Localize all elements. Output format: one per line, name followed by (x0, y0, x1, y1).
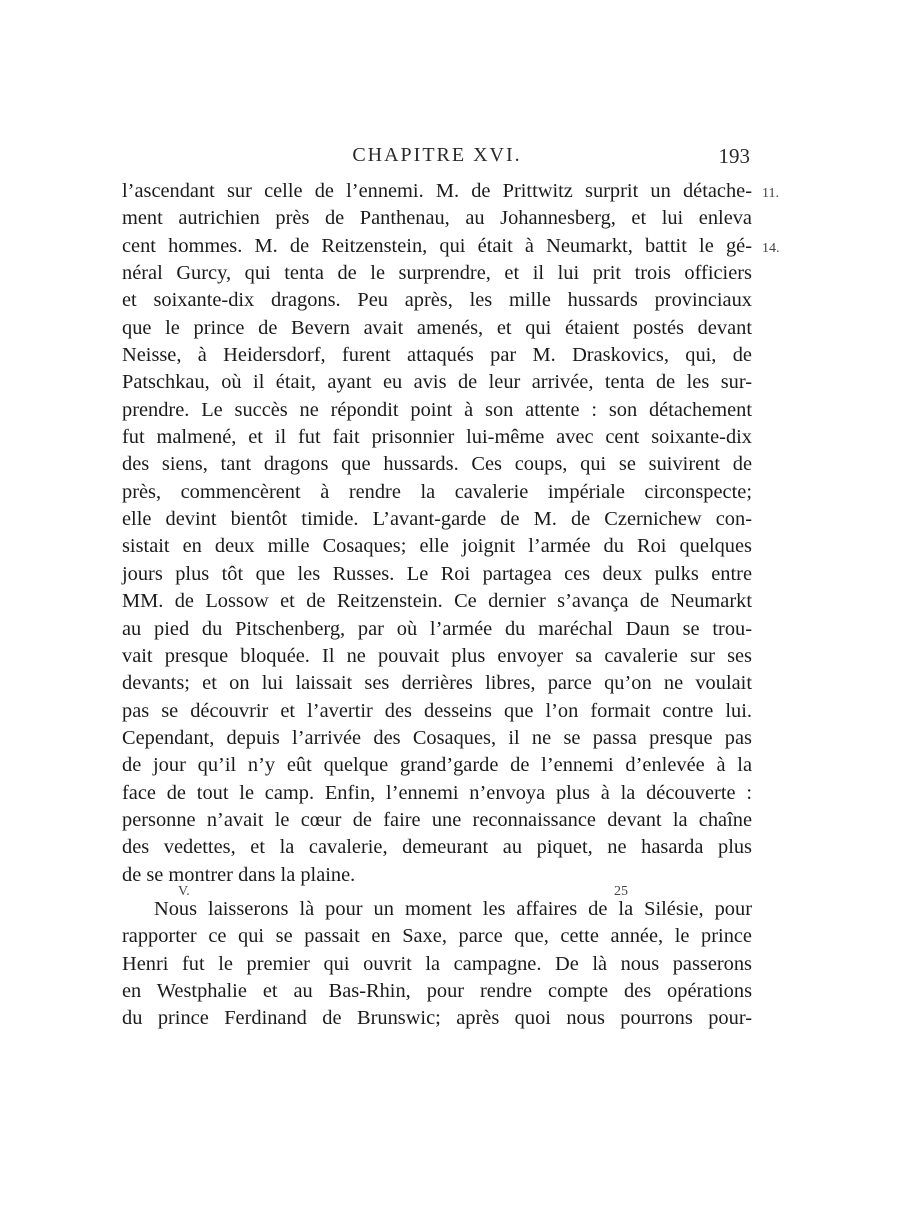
text-line: de jour qu’il n’y eût quelque grand’garde de l’ennemi d’enlevée à la (122, 754, 752, 777)
footer-sheet-number: 25 (614, 884, 628, 899)
text-line: prendre. Le succès ne répondit point à son attente : son détachement (122, 398, 752, 421)
text-line: l’ascendant sur celle de l’ennemi. M. de Prittwitz surprit un détache- (122, 180, 752, 202)
text-line: et soixante-dix dragons. Peu après, les mille hussards provinciaux (122, 289, 752, 312)
text-line: fut malmené, et il fut fait prisonnier lui-même avec cent soixante-dix (122, 426, 752, 449)
text-line: ment autrichien près de Panthenau, au Johannesberg, et lui enleva (122, 207, 752, 230)
text-line: au pied du Pitschenberg, par où l’armée du maréchal Daun se trou- (122, 617, 752, 640)
paragraph (122, 896, 752, 1033)
paragraph (122, 178, 752, 889)
text-line: vait presque bloquée. Il ne pouvait plus envoyer sa cavalerie sur ses (122, 644, 752, 667)
text-line: personne n’avait le cœur de faire une reconnaissance devant la chaîne (122, 808, 752, 831)
text-line: rapporter ce qui se passait en Saxe, parce que, cette année, le prince (122, 925, 752, 948)
margin-note: 11. (762, 186, 779, 201)
text-line: Patschkau, où il était, ayant eu avis de leur arrivée, tenta de les sur- (122, 371, 752, 394)
body-text (122, 178, 752, 1040)
text-line: de se montrer dans la plaine. (122, 863, 356, 886)
text-line: sistait en deux mille Cosaques; elle joignit l’armée du Roi quelques (122, 535, 752, 558)
text-line: des siens, tant dragons que hussards. Ces coups, qui se suivirent de (122, 453, 752, 476)
text-line: devants; et on lui laissait ses derrières libres, parce qu’on ne voulait (122, 672, 752, 695)
text-line: Cependant, depuis l’arrivée des Cosaques, il ne se passa presque pas (122, 726, 752, 749)
text-line: elle devint bientôt timide. L’avant-garde de M. de Czernichew con- (122, 508, 752, 531)
footer-signature: V. (178, 884, 190, 899)
text-line: Henri fut le premier qui ouvrit la campagne. De là nous passerons (122, 952, 752, 975)
text-line: jours plus tôt que les Russes. Le Roi partagea ces deux pulks entre (122, 562, 752, 585)
text-line: près, commencèrent à rendre la cavalerie impériale circonspecte; (122, 480, 752, 503)
text-line: néral Gurcy, qui tenta de le surprendre, et il lui prit trois officiers (122, 262, 752, 285)
page-number: 193 (718, 144, 750, 168)
page-header (122, 140, 752, 174)
text-line: du prince Ferdinand de Brunswic; après quoi nous pourrons pour- (122, 1007, 752, 1030)
running-title: CHAPITRE XVI. (352, 144, 522, 166)
text-line: face de tout le camp. Enfin, l’ennemi n’envoya plus à la découverte : (122, 781, 752, 804)
text-line: en Westphalie et au Bas-Rhin, pour rendre compte des opérations (122, 979, 752, 1002)
text-line: des vedettes, et la cavalerie, demeurant au piquet, ne hasarda plus (122, 836, 752, 859)
text-line: Nous laisserons là pour un moment les affaires de la Silésie, pour (154, 897, 752, 920)
text-line: cent hommes. M. de Reitzenstein, qui était à Neumarkt, battit le gé- (122, 234, 752, 257)
text-line: que le prince de Bevern avait amenés, et qui étaient postés devant (122, 316, 752, 339)
margin-note: 14. (762, 241, 780, 256)
text-line: MM. de Lossow et de Reitzenstein. Ce dernier s’avança de Neumarkt (122, 590, 752, 613)
text-line: Neisse, à Heidersdorf, furent attaqués par M. Draskovics, qui, de (122, 344, 752, 367)
text-line: pas se découvrir et l’avertir des desseins que l’on formait contre lui. (122, 699, 752, 722)
